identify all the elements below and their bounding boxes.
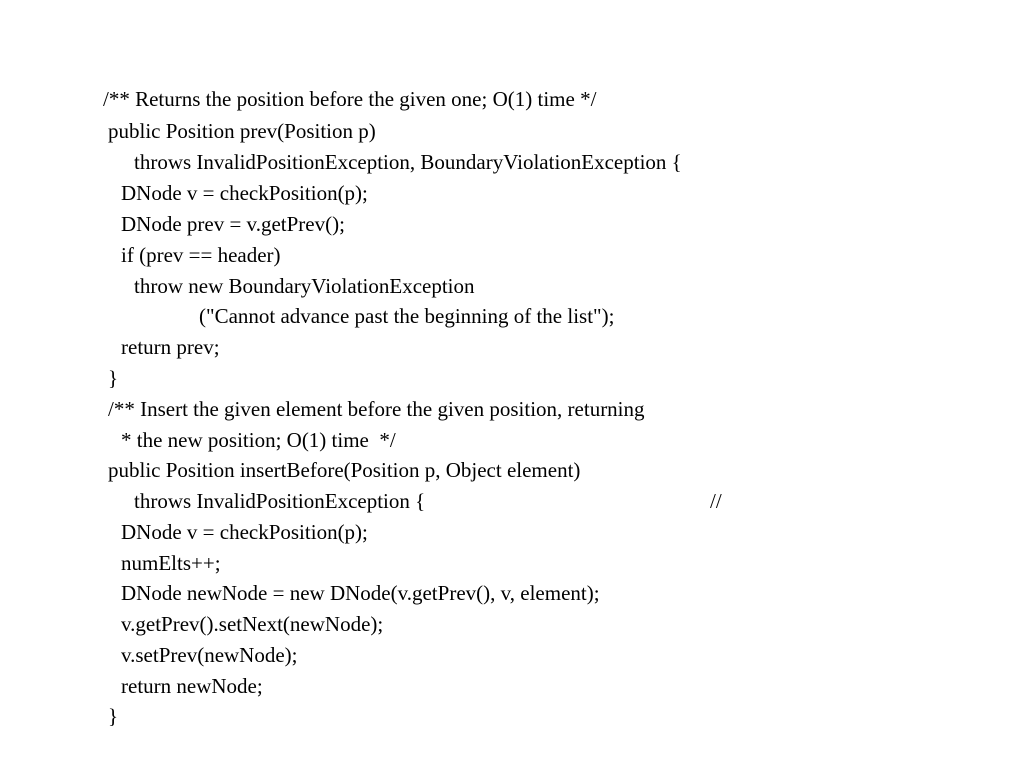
code-line-5: DNode prev = v.getPrev(); (121, 212, 345, 236)
code-line-3: throws InvalidPositionException, BoundaryViolationException { (134, 150, 682, 174)
code-line-12: * the new position; O(1) time */ (121, 428, 396, 452)
code-line-14: throws InvalidPositionException { (134, 489, 426, 513)
code-line-17: DNode newNode = new DNode(v.getPrev(), v, element); (121, 581, 600, 605)
code-line-4: DNode v = checkPosition(p); (121, 181, 368, 205)
code-line-7: throw new BoundaryViolationException (134, 274, 475, 298)
code-line-19: v.setPrev(newNode); (121, 643, 298, 667)
code-line-2: public Position prev(Position p) (108, 119, 376, 143)
code-line-10: } (108, 366, 119, 390)
code-line-18: v.getPrev().setNext(newNode); (121, 612, 384, 636)
code-line-13: public Position insertBefore(Position p, Object element) (108, 458, 581, 482)
code-line-1: /** Returns the position before the given one; O(1) time */ (103, 87, 597, 111)
code-line-11: /** Insert the given element before the given position, returning (108, 397, 645, 421)
code-line-15: DNode v = checkPosition(p); (121, 520, 368, 544)
code-line-21: } (108, 704, 119, 728)
code-line-9: return prev; (121, 335, 220, 359)
code-line-6: if (prev == header) (121, 243, 281, 267)
code-line-20: return newNode; (121, 674, 263, 698)
code-line-16: numElts++; (121, 551, 221, 575)
code-line-8: ("Cannot advance past the beginning of the list"); (199, 304, 615, 328)
trailing-comment-marker: // (710, 489, 722, 513)
